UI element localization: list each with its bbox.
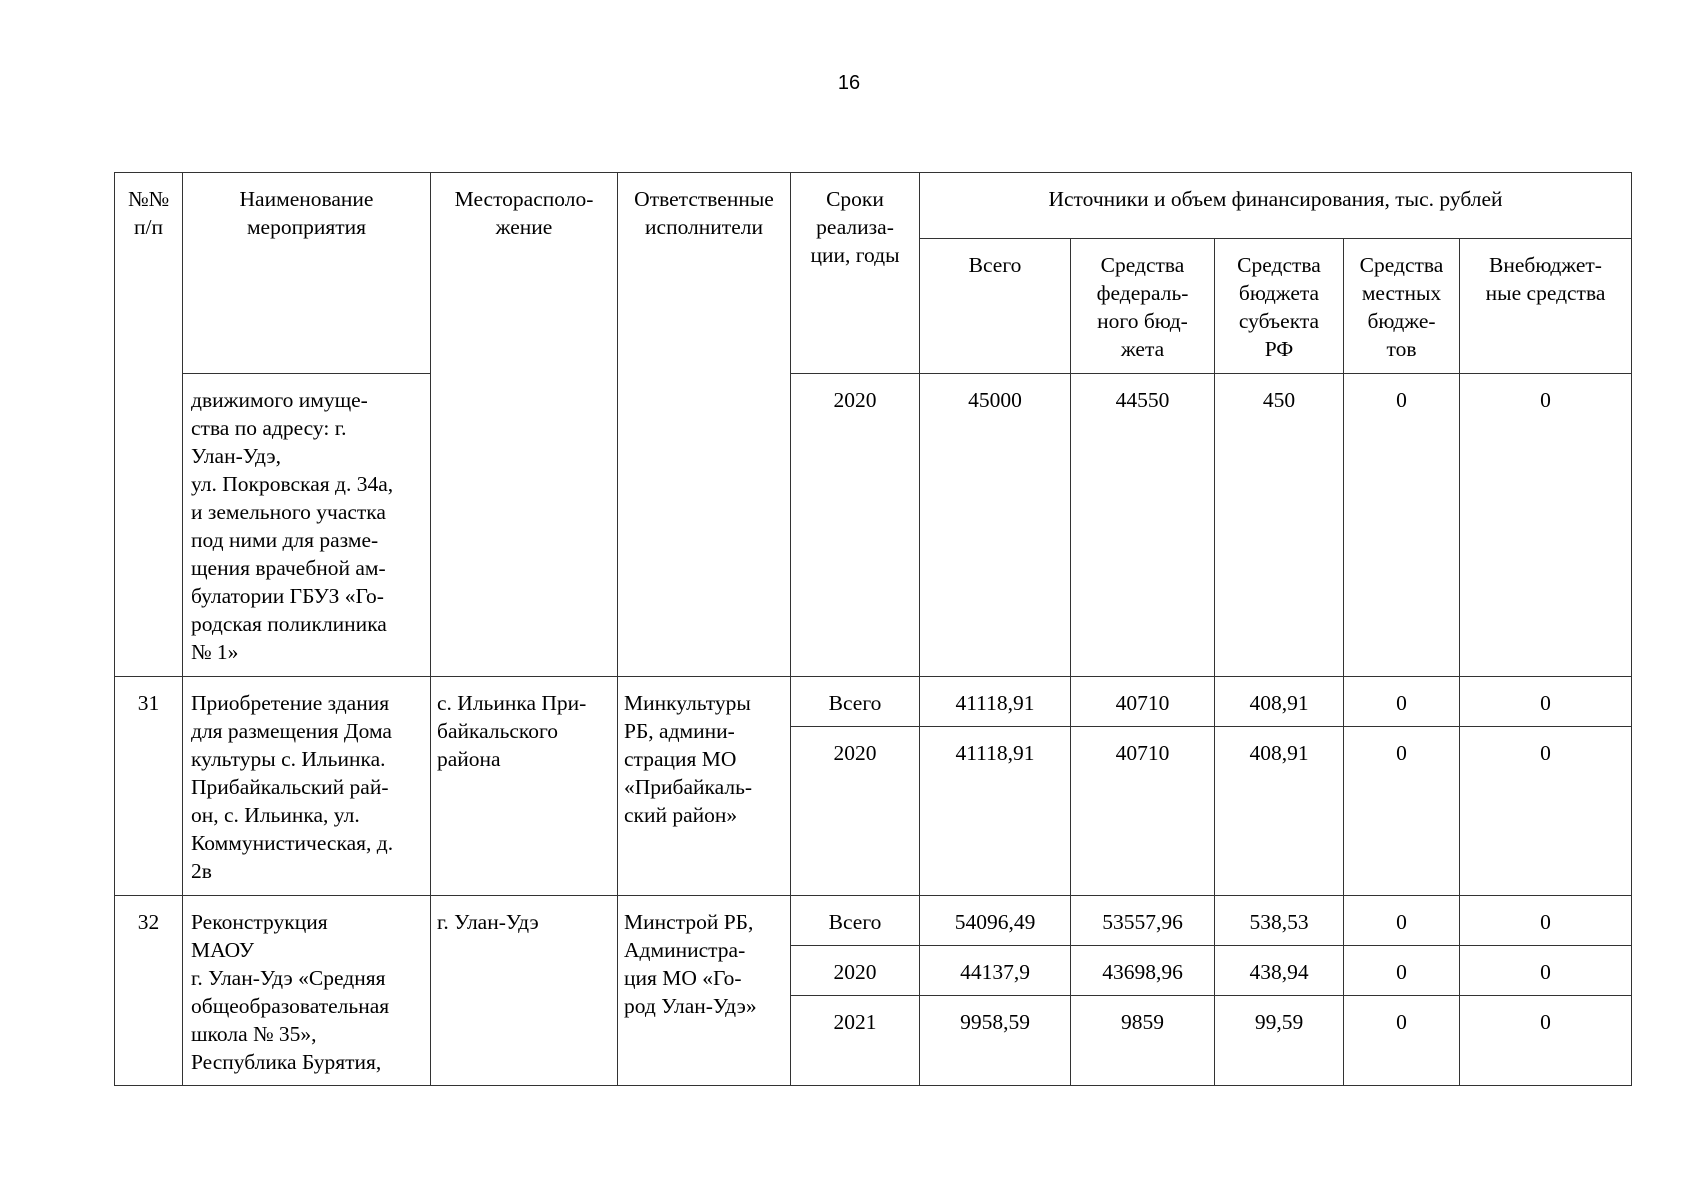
row-regional: 408,91 [1215, 727, 1344, 896]
row-period-year: 2020 [791, 374, 920, 677]
row-federal: 44550 [1071, 374, 1215, 677]
row-period-year: 2020 [791, 946, 920, 996]
row-regional: 99,59 [1215, 996, 1344, 1086]
row-federal: 43698,96 [1071, 946, 1215, 996]
row-name: движимого имуще- ства по адресу: г. Улан-Удэ, ул. Покровская д. 34а, и земельного участка под ними для разме- щения врачебной ам- булатории ГБУЗ «Го- родская поликлиника № 1» [183, 374, 431, 677]
row-total: 45000 [920, 374, 1071, 677]
row-period-year: 2020 [791, 727, 920, 896]
financing-table [114, 172, 1632, 1086]
row-name: Приобретение здания для размещения Дома культуры с. Ильинка. Прибайкальский рай- он, с. Ильинка, ул. Коммунистическая, д. 2в [183, 677, 431, 896]
header-financing: Источники и объем финансирования, тыс. рублей [920, 173, 1632, 239]
row-local: 0 [1344, 896, 1460, 946]
row-extra: 0 [1460, 374, 1632, 677]
header-federal: Средства федераль- ного бюд- жета [1071, 239, 1215, 374]
row-total: 44137,9 [920, 946, 1071, 996]
header-responsible: Ответственные исполнители [618, 173, 791, 677]
row-regional: 408,91 [1215, 677, 1344, 727]
row-total: 41118,91 [920, 677, 1071, 727]
table-row [115, 677, 1632, 727]
row-local: 0 [1344, 374, 1460, 677]
header-total: Всего [920, 239, 1071, 374]
row-federal: 53557,96 [1071, 896, 1215, 946]
row-local: 0 [1344, 727, 1460, 896]
row-location: с. Ильинка При- байкальского района [431, 677, 618, 896]
row-total: 9958,59 [920, 996, 1071, 1086]
row-local: 0 [1344, 946, 1460, 996]
header-local: Средства местных бюдже- тов [1344, 239, 1460, 374]
row-total: 54096,49 [920, 896, 1071, 946]
page-number: 16 [837, 72, 861, 94]
header-name: Наименование мероприятия [183, 173, 431, 374]
row-federal: 40710 [1071, 677, 1215, 727]
row-total: 41118,91 [920, 727, 1071, 896]
row-location: г. Улан-Удэ [431, 896, 618, 1086]
row-regional: 438,94 [1215, 946, 1344, 996]
row-num: 32 [115, 896, 183, 1086]
row-extra: 0 [1460, 727, 1632, 896]
header-num: №№ п/п [115, 173, 183, 677]
table-row [115, 896, 1632, 946]
row-period-year: Всего [791, 896, 920, 946]
row-regional: 450 [1215, 374, 1344, 677]
row-period-year: Всего [791, 677, 920, 727]
row-local: 0 [1344, 677, 1460, 727]
row-responsible: Минкультуры РБ, админи- страция МО «Прибайкаль- ский район» [618, 677, 791, 896]
row-extra: 0 [1460, 996, 1632, 1086]
row-local: 0 [1344, 996, 1460, 1086]
header-period: Сроки реализа- ции, годы [791, 173, 920, 374]
row-extra: 0 [1460, 896, 1632, 946]
header-location: Месторасполо- жение [431, 173, 618, 677]
header-extra: Внебюджет- ные средства [1460, 239, 1632, 374]
row-federal: 40710 [1071, 727, 1215, 896]
row-period-year: 2021 [791, 996, 920, 1086]
header-regional: Средства бюджета субъекта РФ [1215, 239, 1344, 374]
row-federal: 9859 [1071, 996, 1215, 1086]
row-extra: 0 [1460, 946, 1632, 996]
row-regional: 538,53 [1215, 896, 1344, 946]
header-row-1 [115, 173, 1632, 239]
row-name: Реконструкция МАОУ г. Улан-Удэ «Средняя общеобразовательная школа № 35», Республика Бурятия, [183, 896, 431, 1086]
row-extra: 0 [1460, 677, 1632, 727]
row-num: 31 [115, 677, 183, 896]
table-row [115, 374, 1632, 677]
row-responsible: Минстрой РБ, Администра- ция МО «Го- род Улан-Удэ» [618, 896, 791, 1086]
